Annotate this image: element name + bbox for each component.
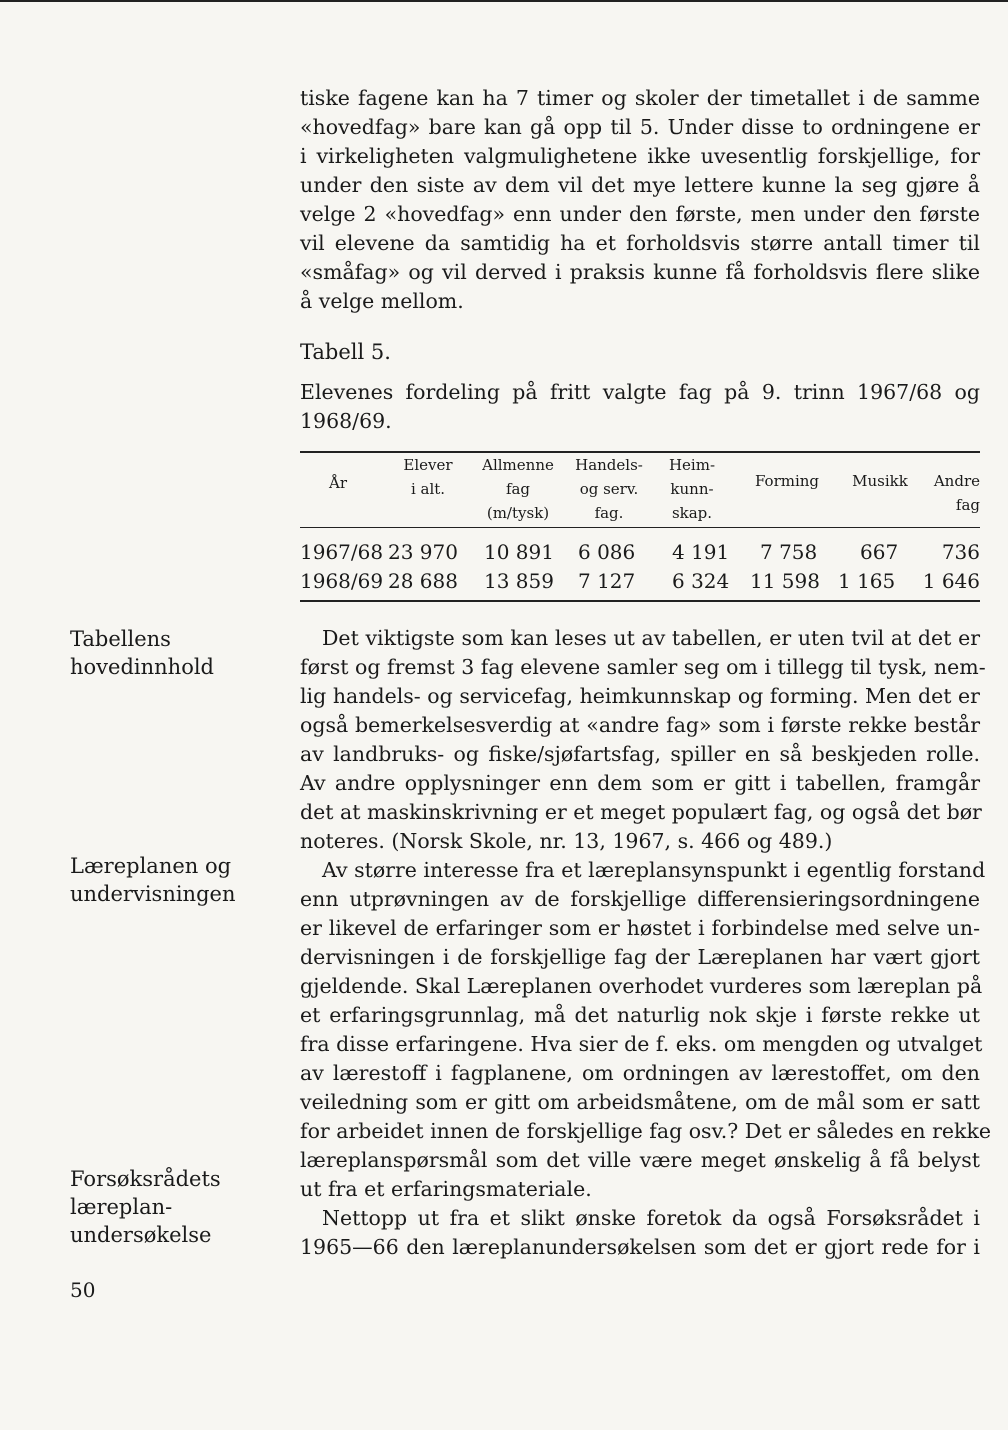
page-number: 50: [70, 1278, 96, 1302]
text-line: et erfaringsgrunnlag, må det naturlig nok skje i første rekke ut: [300, 1003, 980, 1027]
text-line: gjeldende. Skal Læreplanen overhodet vurderes som læreplan på: [300, 974, 983, 998]
table-cell: 667: [860, 540, 899, 564]
table-cell: 10 891: [484, 540, 554, 564]
text-line: av lærestoff i fagplanene, om ordningen av lærestoffet, om den: [300, 1061, 980, 1085]
text-line: å velge mellom.: [300, 289, 464, 313]
text-line: vil elevene da samtidig ha et forholdsvis større antall timer til: [300, 231, 980, 255]
text-line: Av større interesse fra et læreplansynspunkt i egentlig forstand: [322, 858, 986, 882]
text-line: under den siste av dem vil det mye lettere kunne la seg gjøre å: [300, 173, 980, 197]
table-caption-line: 1968/69.: [300, 409, 392, 433]
text-line: «småfag» og vil derved i praksis kunne få forholdsvis flere slike: [300, 260, 980, 284]
text-line: det at maskinskrivning er et meget populært fag, og også det bør: [300, 800, 982, 824]
text-line: i virkeligheten valgmulighetene ikke uvesentlig forskjellige, for: [300, 144, 980, 168]
table-cell: 13 859: [484, 569, 554, 593]
header-students-total: Elever i alt.: [403, 456, 453, 498]
table-cell: 7 758: [760, 540, 818, 564]
text-line: av landbruks- og fiske/sjøfartsfag, spiller en så beskjeden rolle.: [300, 742, 980, 766]
table-cell: 1 165: [838, 569, 896, 593]
table-cell: 11 598: [750, 569, 820, 593]
table-cell: 4 191: [672, 540, 730, 564]
text-line: fra disse erfaringene. Hva sier de f. eks. om mengden og utvalget: [300, 1032, 983, 1056]
text-line: for arbeidet innen de forskjellige fag osv.? Det er således en rekke: [300, 1119, 992, 1143]
text-line: veiledning som er gitt om arbeidsmåtene, om de mål som er satt: [300, 1090, 980, 1114]
text-line: Nettopp ut fra et slikt ønske foretok da også Forsøksrådet i: [322, 1206, 980, 1230]
header-general-subjects: Allmenne fag (m/tysk): [482, 456, 554, 522]
table-cell: 1968/69: [300, 569, 384, 593]
text-line: 1965—66 den læreplanundersøkelsen som det er gjort rede for i: [300, 1235, 980, 1259]
table-cell: 6 086: [578, 540, 636, 564]
table-caption-line: Elevenes fordeling på fritt valgte fag på 9. trinn 1967/68 og: [300, 380, 980, 404]
table-header-rule: [300, 527, 980, 528]
table-cell: 6 324: [672, 569, 730, 593]
text-line: lig handels- og servicefag, heimkunnskap og forming. Men det er: [300, 684, 980, 708]
text-line: først og fremst 3 fag elevene samler seg om i tillegg til tysk, nem-: [300, 655, 986, 679]
header-crafts: Forming: [754, 472, 820, 490]
text-line: «hovedfag» bare kan gå opp til 5. Under disse to ordningene er: [300, 115, 980, 139]
header-year: År: [328, 474, 347, 492]
text-line: velge 2 «hovedfag» enn under den første, men under den første: [300, 202, 980, 226]
table-cell: 1967/68: [300, 540, 384, 564]
text-line: ut fra et erfaringsmateriale.: [300, 1177, 592, 1201]
table-bottom-rule: [300, 600, 980, 602]
margin-note: Tabellens hovedinnhold: [70, 627, 214, 679]
text-line: dervisningen i de forskjellige fag der Læreplanen har vært gjort: [300, 945, 980, 969]
text-line: læreplanspørsmål som det ville være meget ønskelig å få belyst: [300, 1148, 980, 1172]
text-line: Det viktigste som kan leses ut av tabellen, er uten tvil at det er: [322, 626, 980, 650]
header-home-economics: Heim- kunn- skap.: [668, 456, 716, 522]
table-label: Tabell 5.: [300, 340, 391, 364]
table-cell: 7 127: [578, 569, 636, 593]
table-cell: 1 646: [922, 569, 980, 593]
table-cell: 28 688: [388, 569, 458, 593]
text-line: tiske fagene kan ha 7 timer og skoler der timetallet i de samme: [300, 86, 980, 110]
header-other-subjects: Andre fag: [933, 472, 980, 514]
text-line: noteres. (Norsk Skole, nr. 13, 1967, s. 466 og 489.): [300, 829, 833, 853]
header-music: Musikk: [852, 472, 908, 490]
text-line: også bemerkelsesverdig at «andre fag» som i første rekke består: [300, 713, 980, 737]
header-commerce: Handels- og serv. fag.: [575, 456, 643, 522]
table-cell: 736: [941, 540, 980, 564]
text-line: Av andre opplysninger enn dem som er gitt i tabellen, framgår: [300, 771, 980, 795]
top-edge-rule: [0, 0, 1008, 2]
text-line: enn utprøvningen av de forskjellige differensieringsordningene: [300, 887, 980, 911]
text-line: er likevel de erfaringer som er høstet i forbindelse med selve un-: [300, 916, 980, 940]
table-cell: 23 970: [388, 540, 458, 564]
margin-note: Læreplanen og undervisningen: [70, 854, 236, 906]
margin-note: Forsøksrådets læreplan- undersøkelse: [70, 1167, 221, 1247]
